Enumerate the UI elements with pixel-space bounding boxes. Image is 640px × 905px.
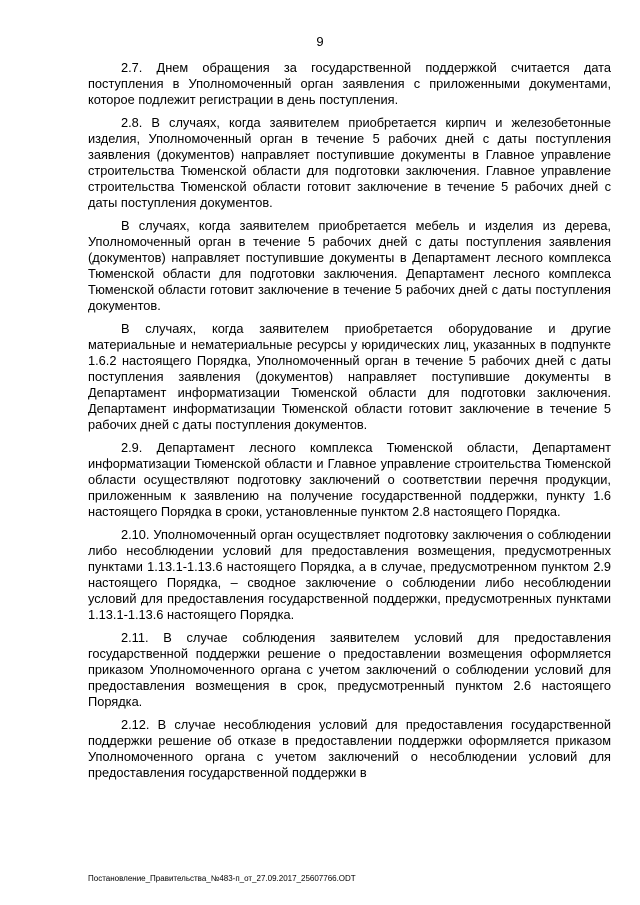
paragraph-equipment: В случаях, когда заявителем приобретается оборудование и другие материальные и нематериальные ресурсы у юридических лиц, указанных в подпункте 1.6.2 настоящего Порядка, Уполномоченный орган в течение 5 рабочих дней с даты поступления заявления (документов) направляет поступившие документы в Департамент информатизации Тюменской области для подготовки заключения. Департамент информатизации Тюменской области готовит заключение в течение 5 рабочих дней с даты поступления документов. bbox=[88, 321, 611, 432]
paragraph-2-9: 2.9. Департамент лесного комплекса Тюменской области, Департамент информатизации Тюменской области и Главное управление строительства Тюменской области осуществляют подготовку заключений о соответствии перечня продукции, приложенным к заявлению на получение государственной поддержки, пункту 1.6 настоящего Порядка в сроки, установленные пунктом 2.8 настоящего Порядка. bbox=[88, 440, 611, 519]
paragraph-2-7: 2.7. Днем обращения за государственной поддержкой считается дата поступления в Уполномоченный орган заявления с приложенными документами, которое подлежит регистрации в день поступления. bbox=[88, 60, 611, 107]
paragraph-furniture: В случаях, когда заявителем приобретается мебель и изделия из дерева, Уполномоченный орган в течение 5 рабочих дней с даты поступления заявления (документов) направляет поступившие документы в Департамент лесного комплекса Тюменской области для подготовки заключения. Департамент лесного комплекса Тюменской области готовит заключение в течение 5 рабочих дней с даты поступления документов. bbox=[88, 218, 611, 313]
paragraph-2-12: 2.12. В случае несоблюдения условий для предоставления государственной поддержки решение об отказе в предоставлении поддержки оформляется приказом Уполномоченного органа с учетом заключений о несоблюдении условий для предоставления государственной поддержки в bbox=[88, 717, 611, 780]
document-footer: Постановление_Правительства_№483-п_от_27.09.2017_25607766.ODT bbox=[88, 874, 356, 883]
paragraph-2-11: 2.11. В случае соблюдения заявителем условий для предоставления государственной поддержки решение о предоставлении возмещения оформляется приказом Уполномоченного органа с учетом заключений о соблюдении условий для предоставления возмещения в срок, предусмотренный пунктом 2.6 настоящего Порядка. bbox=[88, 630, 611, 709]
paragraph-2-8: 2.8. В случаях, когда заявителем приобретается кирпич и железобетонные изделия, Уполномоченный орган в течение 5 рабочих дней с даты поступления заявления (документов) направляет поступившие документы в Главное управление строительства Тюменской области для подготовки заключения. Главное управление строительства Тюменской области готовит заключение в течение 5 рабочих дней с даты поступления документов. bbox=[88, 115, 611, 210]
document-body bbox=[88, 60, 611, 788]
paragraph-2-10: 2.10. Уполномоченный орган осуществляет подготовку заключения о соблюдении либо несоблюдении условий для предоставления возмещения, предусмотренных пунктами 1.13.1-1.13.6 настоящего Порядка, а в случае, предусмотренном пунктом 2.9 настоящего Порядка, – сводное заключение о соблюдении либо несоблюдении условий для предоставления государственной поддержки, предусмотренных пунктами 1.13.1-1.13.6 настоящего Порядка. bbox=[88, 527, 611, 622]
page-number: 9 bbox=[316, 34, 324, 49]
